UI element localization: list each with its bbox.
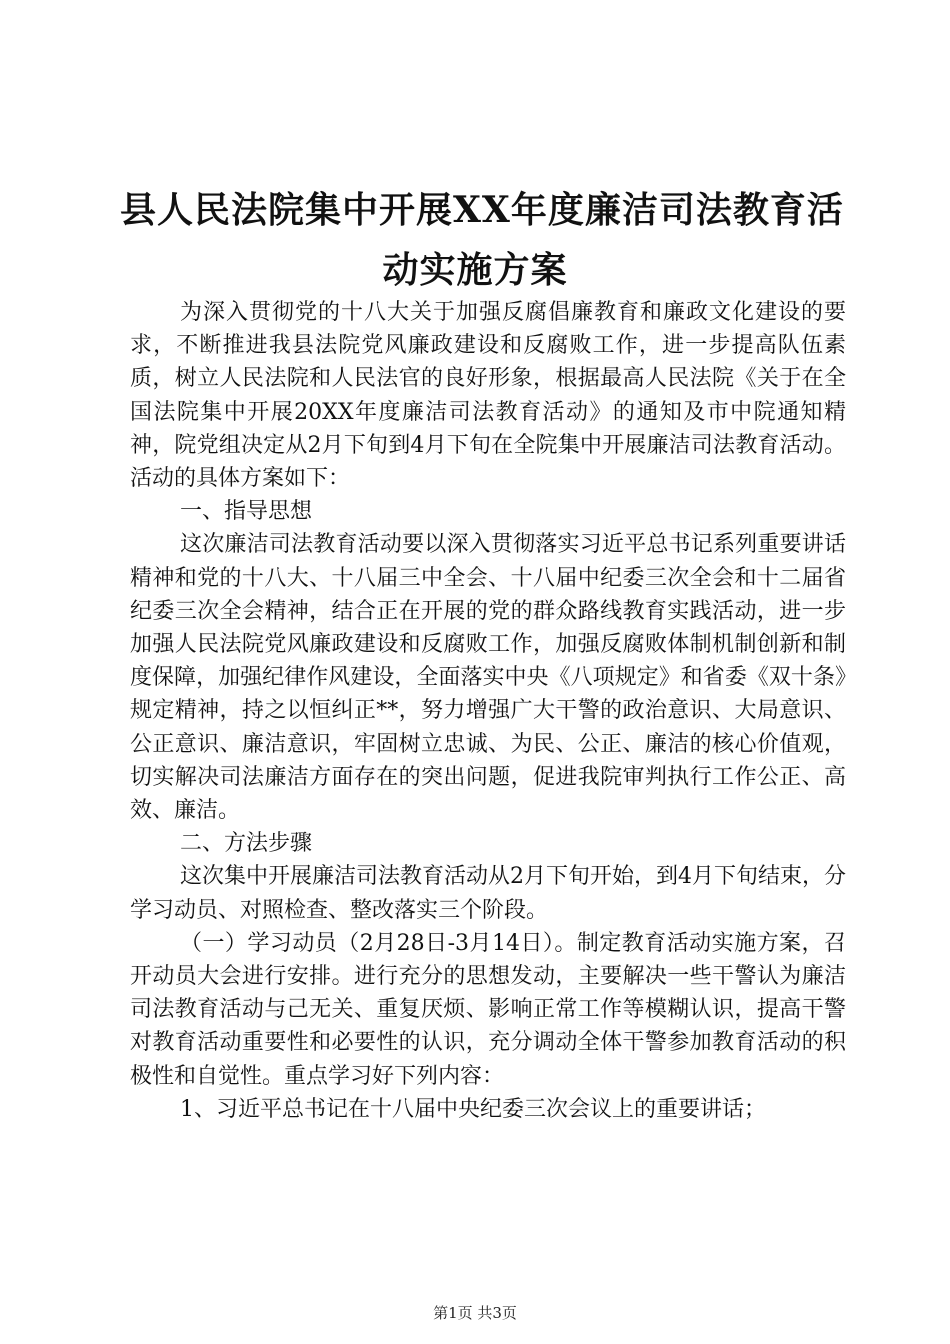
- guiding-ideology-paragraph: 这次廉洁司法教育活动要以深入贯彻落实习近平总书记系列重要讲话精神和党的十八大、十八届三中全会、十八届中纪委三次全会和十二届省纪委三次全会精神，结合正在开展的党的群众路线教育实践活动，进一步加强人民法院党风廉政建设和反腐败工作，加强反腐败体制机制创新和制度保障，加强纪律作风建设，全面落实中央《八项规定》和省委《双十条》规定精神，持之以恒纠正**，努力增强广大干警的政治意识、大局意识、公正意识、廉洁意识，牢固树立忠诚、为民、公正、廉洁的核心价值观，切实解决司法廉洁方面存在的突出问题，促进我院审判执行工作公正、高效、廉洁。: [130, 532, 846, 824]
- document-title-line-1: 县人民法院集中开展XX年度廉洁司法教育活: [120, 189, 844, 231]
- section-heading-guiding-ideology: 一、指导思想: [180, 499, 313, 525]
- page-number-footer: 第1页 共3页: [433, 1304, 517, 1322]
- document-body: [130, 296, 846, 1126]
- document-title-line-2: 动实施方案: [382, 249, 568, 291]
- study-mobilization-paragraph: （一）学习动员（2月28日-3月14日）。制定教育活动实施方案，召开动员大会进行安排。进行充分的思想发动，主要解决一些干警认为廉洁司法教育活动与己无关、重复厌烦、影响正常工作等模糊认识，提高干警对教育活动重要性和必要性的认识，充分调动全体干警参加教育活动的积极性和自觉性。重点学习好下列内容：: [130, 930, 846, 1089]
- intro-paragraph: 为深入贯彻党的十八大关于加强反腐倡廉教育和廉政文化建设的要求，不断推进我县法院党风廉政建设和反腐败工作，进一步提高队伍素质，树立人民法院和人民法官的良好形象，根据最高人民法院《关于在全国法院集中开展20XX年度廉洁司法教育活动》的通知及市中院通知精神，院党组决定从2月下旬到4月下旬在全院集中开展廉洁司法教育活动。活动的具体方案如下：: [130, 300, 846, 492]
- list-item: 1、习近平总书记在十八届中央纪委三次会议上的重要讲话；: [180, 1096, 766, 1122]
- methods-steps-paragraph: 这次集中开展廉洁司法教育活动从2月下旬开始，到4月下旬结束，分学习动员、对照检查、整改落实三个阶段。: [130, 864, 846, 923]
- section-heading-methods-steps: 二、方法步骤: [180, 831, 313, 857]
